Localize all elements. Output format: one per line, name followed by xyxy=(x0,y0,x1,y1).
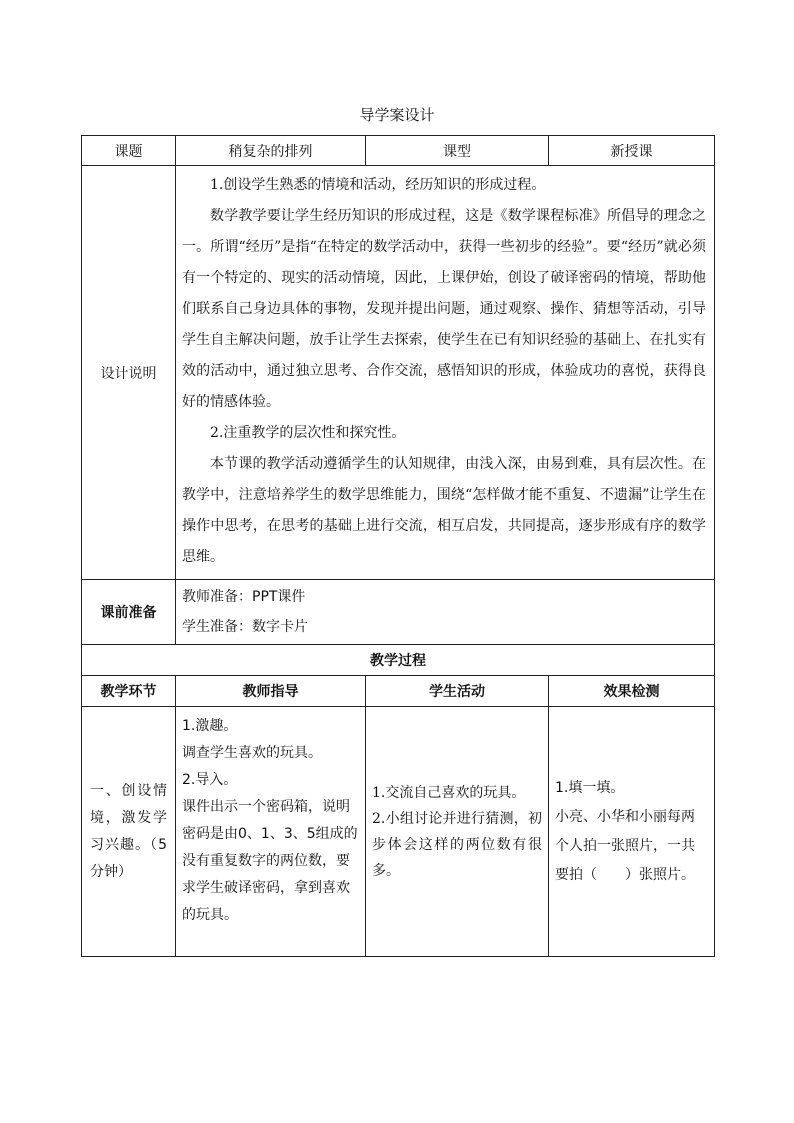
check-line-1: 1.填一填。 xyxy=(555,779,625,796)
student-preparation: 学生准备：数字卡片 xyxy=(182,619,308,635)
header-teacher-guide: 教师指导 xyxy=(176,676,366,707)
process-title: 教学过程 xyxy=(82,645,715,676)
lesson-type-label: 课型 xyxy=(366,136,549,166)
process-row-1 xyxy=(82,707,715,957)
teacher-preparation: 教师准备：PPT课件 xyxy=(182,589,306,605)
guide-line-4: 课件出示一个密码箱，说明密码是由0、1、3、5组成的没有重复数字的两位数，要求学生破译密码，拿到喜欢的玩具。 xyxy=(182,799,358,923)
teacher-guide-cell xyxy=(176,707,366,957)
effect-check-cell xyxy=(549,707,715,957)
design-paragraph-2: 数学教学要让学生经历知识的形成过程，这是《数学课程标准》所倡导的理念之一。所谓“经历”是指“在特定的数学活动中，获得一些初步的经验”。要“经历”就必须有一个特定的、现实的活动情境，因此，上课伊始，创设了破译密码的情境，帮助他们联系自己身边具体的事物，发现并提出问题，通过观察、操作、猜想等活动，引导学生自主解决问题，放手让学生去探索，使学生在已有知识经验的基础上、在扎实有效的活动中，通过独立思考、合作交流，感悟知识的形成，体验成功的喜悦，获得良好的情感体验。 xyxy=(182,208,706,410)
guide-line-3: 2.导入。 xyxy=(182,772,238,788)
header-student-activity: 学生活动 xyxy=(366,676,549,707)
student-activity-cell xyxy=(366,707,549,957)
design-content xyxy=(176,166,715,580)
preparation-content xyxy=(176,580,715,645)
topic-label: 课题 xyxy=(82,136,176,166)
guide-line-1: 1.激趣。 xyxy=(182,718,238,734)
design-label: 设计说明 xyxy=(82,166,176,580)
topic-row xyxy=(82,136,715,166)
topic-value: 稍复杂的排列 xyxy=(176,136,366,166)
preparation-label: 课前准备 xyxy=(82,580,176,645)
stage-cell: 一、创设情境，激发学习兴趣。（5分钟） xyxy=(82,707,176,957)
activity-line-1: 1.交流自己喜欢的玩具。 xyxy=(372,784,526,801)
preparation-row xyxy=(82,580,715,645)
header-effect-check: 效果检测 xyxy=(549,676,715,707)
process-title-row xyxy=(82,645,715,676)
header-stage: 教学环节 xyxy=(82,676,176,707)
lesson-plan-table xyxy=(81,135,715,957)
guide-line-2: 调查学生喜欢的玩具。 xyxy=(182,745,322,761)
lesson-type-value: 新授课 xyxy=(549,136,715,166)
design-row xyxy=(82,166,715,580)
design-paragraph-1: 1.创设学生熟悉的情境和活动，经历知识的形成过程。 xyxy=(210,177,546,193)
process-header-row xyxy=(82,676,715,707)
check-line-2: 小亮、小华和小丽每两个人拍一张照片，一共要拍（ ）张照片。 xyxy=(555,808,695,883)
document-title: 导学案设计 xyxy=(359,106,435,124)
design-paragraph-4: 本节课的教学活动遵循学生的认知规律，由浅入深，由易到难，具有层次性。在教学中，注意培养学生的数学思维能力，围绕“怎样做才能不重复、不遗漏”让学生在操作中思考，在思考的基础上进行交流，相互启发，共同提高，逐步形成有序的数学思维。 xyxy=(182,456,706,565)
activity-line-2: 2.小组讨论并进行猜测，初步体会这样的两位数有很多。 xyxy=(372,810,542,879)
design-paragraph-3: 2.注重教学的层次性和探究性。 xyxy=(210,425,406,441)
